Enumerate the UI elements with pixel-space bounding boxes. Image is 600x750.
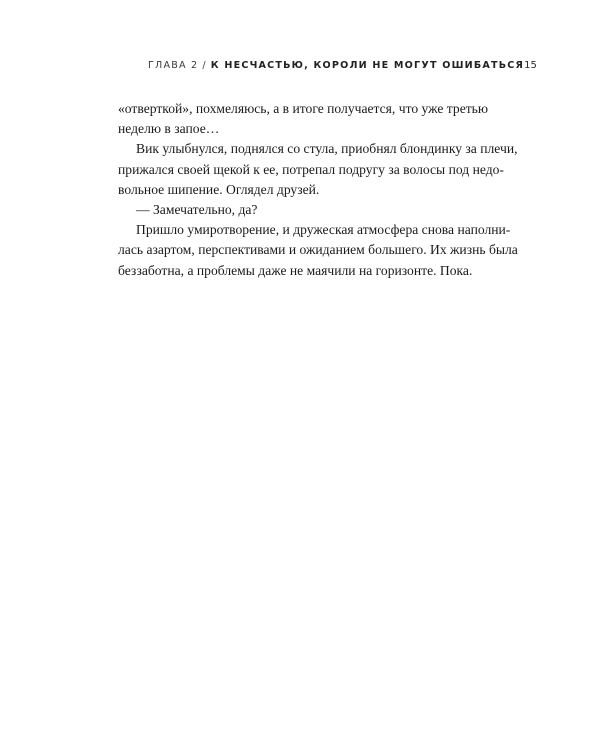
running-head-separator: / [202,60,207,71]
dialogue-line: — Замечательно, да? [136,202,258,218]
running-head [148,60,537,76]
page-number: 15 [524,60,537,71]
chapter-label: ГЛАВА 2 [148,60,199,71]
text-line: лась азартом, перспективами и ожиданием большего. Их жизнь была [118,242,518,258]
text-line: Вик улыбнулся, поднялся со стула, приобнял блондинку за плечи, [136,141,518,157]
text-line: неделю в запое… [118,121,220,137]
text-line: вольное шипение. Оглядел друзей. [118,181,320,197]
chapter-title: К НЕСЧАСТЬЮ, КОРОЛИ НЕ МОГУТ ОШИБАТЬСЯ [210,60,525,71]
text-line: беззаботна, а проблемы даже не маячили на горизонте. Пока. [118,262,473,278]
text-line: прижался своей щекой к ее, потрепал подругу за волосы под недо- [118,161,504,177]
text-line: «отверткой», похмеляюсь, а в итоге получается, что уже третью [118,101,489,116]
text-line: Пришло умиротворение, и дружеская атмосфера снова наполни- [136,222,511,238]
body-text [118,99,518,281]
